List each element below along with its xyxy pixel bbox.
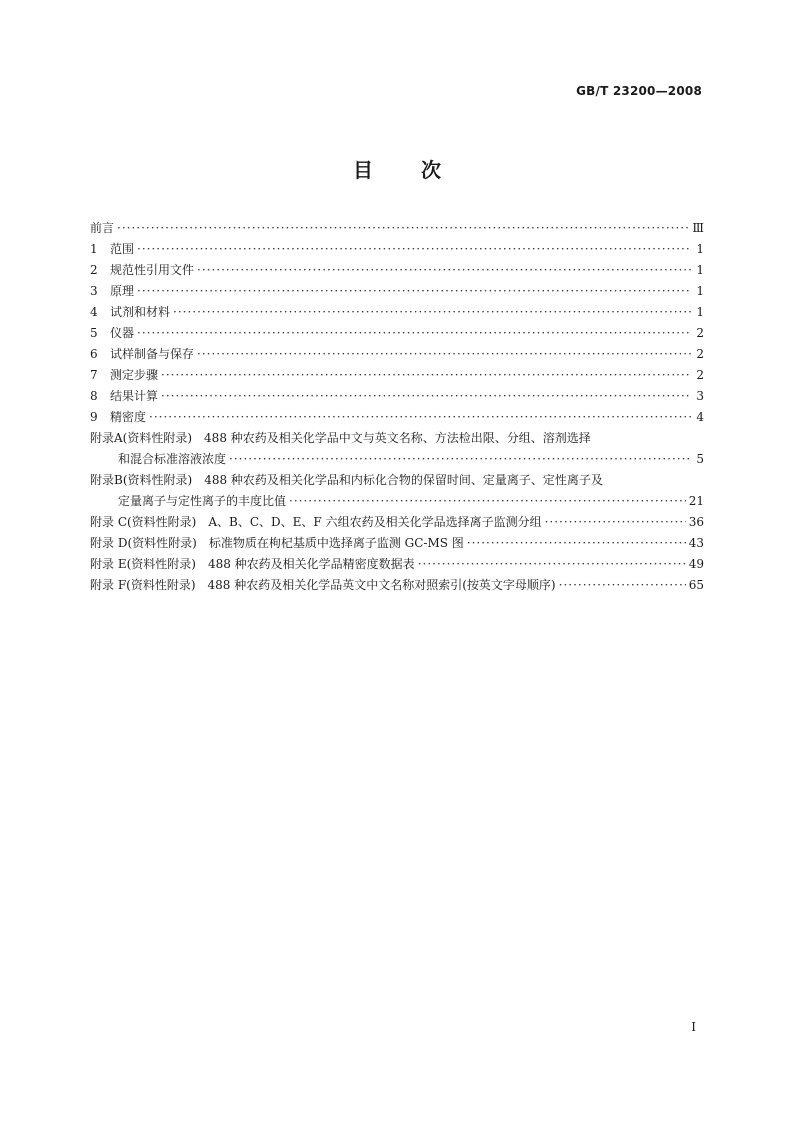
annex-prefix: 附录 F: [90, 578, 127, 592]
toc-entry-4[interactable]: [90, 302, 704, 323]
toc-label: 前言: [90, 221, 115, 235]
toc-label: 精密度: [110, 410, 147, 424]
toc-page: 2: [696, 368, 704, 382]
toc-number: 5: [90, 326, 98, 340]
toc-label: 规范性引用文件: [110, 263, 195, 277]
toc-entry-8[interactable]: [90, 386, 704, 407]
toc-page: 65: [688, 578, 704, 592]
toc-entry-annex-b-cont[interactable]: [90, 491, 704, 512]
leader-dots: [197, 344, 691, 365]
leader-dots: [173, 302, 691, 323]
leader-dots: [197, 260, 691, 281]
annex-prefix: 附录A: [90, 431, 123, 445]
toc-number: 9: [90, 410, 98, 424]
toc-page: 1: [696, 284, 704, 298]
toc-number: 4: [90, 305, 98, 319]
leader-dots: [117, 218, 689, 239]
toc-label: 测定步骤: [110, 368, 159, 382]
leader-dots: [559, 575, 686, 596]
toc-label: [90, 512, 542, 533]
toc-label: [90, 575, 556, 596]
leader-dots: [161, 386, 691, 407]
annex-prefix: 附录 D: [90, 536, 128, 550]
toc-page: 1: [696, 242, 704, 256]
toc-label: 原理: [110, 284, 135, 298]
toc-entry-annex-e[interactable]: [90, 554, 704, 575]
toc-label: 试剂和材料: [110, 305, 171, 319]
toc-label: [90, 533, 464, 554]
toc-label: 仪器: [110, 326, 135, 340]
title-char-1: 目: [353, 158, 373, 182]
toc-page: 1: [696, 263, 704, 277]
toc-page: Ⅲ: [692, 221, 704, 235]
leader-dots: [545, 512, 686, 533]
toc-entry-annex-f[interactable]: [90, 575, 704, 596]
toc-number: 1: [90, 242, 98, 256]
toc-entry-7[interactable]: [90, 365, 704, 386]
toc-entry-foreword[interactable]: [90, 218, 704, 239]
toc-page: 21: [688, 494, 704, 508]
toc-entry-2[interactable]: [90, 260, 704, 281]
annex-prefix: 附录B: [90, 473, 123, 487]
toc-entry-annex-a[interactable]: [90, 428, 704, 449]
toc-label: [90, 428, 591, 449]
toc-entry-9[interactable]: [90, 407, 704, 428]
leader-dots: [229, 449, 691, 470]
annex-title: 488 种农药及相关化学品精密度数据表: [207, 557, 415, 571]
toc-page: 4: [696, 410, 704, 424]
annex-prefix: 附录 C: [90, 515, 127, 529]
page-title: [0, 154, 794, 183]
toc-number: 3: [90, 284, 98, 298]
annex-title: 488 种农药及相关化学品英文中文名称对照索引(按英文字母顺序): [207, 578, 556, 592]
annex-title: A、B、C、D、E、F 六组农药及相关化学品选择离子监测分组: [208, 515, 542, 529]
annex-title: 488 种农药及相关化学品中文与英文名称、方法检出限、分组、溶剂选择: [204, 431, 591, 445]
table-of-contents: [90, 218, 704, 596]
toc-entry-annex-c[interactable]: [90, 512, 704, 533]
annex-type: (资料性附录): [127, 536, 197, 550]
toc-entry-6[interactable]: [90, 344, 704, 365]
toc-number: 2: [90, 263, 98, 277]
toc-entry-annex-b[interactable]: [90, 470, 704, 491]
page-number: I: [691, 1020, 696, 1034]
toc-label: 和混合标准溶液浓度: [118, 452, 227, 466]
toc-entry-annex-d[interactable]: [90, 533, 704, 554]
annex-type: (资料性附录): [126, 557, 196, 571]
toc-page: 43: [688, 536, 704, 550]
standard-code: GB/T 23200—2008: [576, 84, 702, 98]
annex-prefix: 附录 E: [90, 557, 127, 571]
toc-label: 定量离子与定性离子的丰度比值: [118, 494, 287, 508]
annex-title: 488 种农药及相关化学品和内标化合物的保留时间、定量离子、定性离子及: [204, 473, 603, 487]
toc-number: 8: [90, 389, 98, 403]
toc-number: 6: [90, 347, 98, 361]
toc-label: 范围: [110, 242, 135, 256]
toc-entry-5[interactable]: [90, 323, 704, 344]
leader-dots: [289, 491, 686, 512]
toc-label: 试样制备与保存: [110, 347, 195, 361]
annex-type: (资料性附录): [122, 473, 193, 487]
annex-type: (资料性附录): [126, 578, 196, 592]
leader-dots: [137, 239, 691, 260]
toc-entry-3[interactable]: [90, 281, 704, 302]
toc-label: [90, 554, 415, 575]
toc-page: 5: [696, 452, 704, 466]
title-char-2: 次: [421, 158, 441, 182]
toc-number: 7: [90, 368, 98, 382]
annex-type: (资料性附录): [122, 431, 193, 445]
toc-page: 49: [688, 557, 704, 571]
leader-dots: [137, 323, 691, 344]
toc-page: 1: [696, 305, 704, 319]
toc-label: 结果计算: [110, 389, 159, 403]
leader-dots: [418, 554, 686, 575]
leader-dots: [467, 533, 686, 554]
toc-page: 2: [696, 347, 704, 361]
toc-page: 2: [696, 326, 704, 340]
annex-title: 标准物质在枸杞基质中选择离子监测 GC-MS 图: [208, 536, 464, 550]
leader-dots: [149, 407, 691, 428]
toc-label: [90, 470, 603, 491]
leader-dots: [161, 365, 691, 386]
leader-dots: [137, 281, 691, 302]
annex-type: (资料性附录): [127, 515, 197, 529]
toc-entry-1[interactable]: [90, 239, 704, 260]
toc-entry-annex-a-cont[interactable]: [90, 449, 704, 470]
toc-page: 36: [688, 515, 704, 529]
toc-page: 3: [696, 389, 704, 403]
